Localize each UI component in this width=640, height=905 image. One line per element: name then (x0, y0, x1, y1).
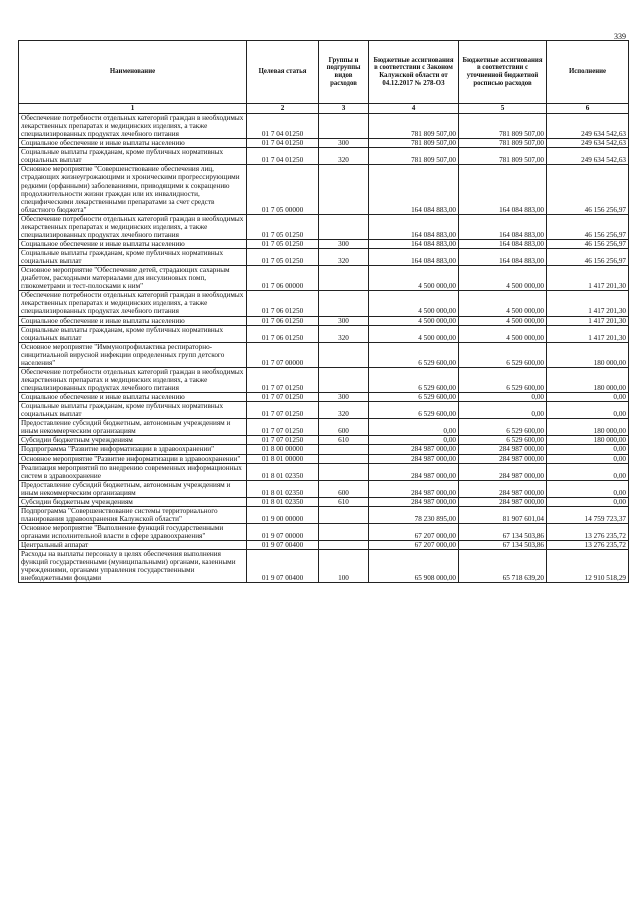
row-law-amount: 4 500 000,00 (369, 291, 459, 316)
row-name: Социальные выплаты гражданам, кроме публичных нормативных социальных выплат (19, 148, 247, 165)
row-expense-group (319, 114, 369, 139)
row-law-amount: 4 500 000,00 (369, 266, 459, 291)
row-execution-amount: 12 910 518,29 (547, 550, 629, 583)
row-execution-amount: 0,00 (547, 480, 629, 497)
row-execution-amount: 180 000,00 (547, 436, 629, 445)
row-name: Центральный аппарат (19, 541, 247, 550)
row-target-code: 01 7 05 01250 (247, 239, 319, 248)
row-execution-amount: 180 000,00 (547, 367, 629, 392)
row-expense-group (319, 541, 369, 550)
row-refined-amount: 6 529 600,00 (459, 419, 547, 436)
row-name: Основное мероприятие "Выполнение функций государственными органами исполнительной власти в сфере здравоохранения" (19, 524, 247, 541)
table-row (19, 325, 629, 342)
row-expense-group: 610 (319, 436, 369, 445)
table-row (19, 239, 629, 248)
table-row (19, 165, 629, 214)
table-row (19, 266, 629, 291)
table-row (19, 342, 629, 367)
row-name: Социальные выплаты гражданам, кроме публичных нормативных социальных выплат (19, 325, 247, 342)
row-name: Социальные выплаты гражданам, кроме публичных нормативных социальных выплат (19, 402, 247, 419)
column-number: 5 (459, 104, 547, 114)
row-law-amount: 284 987 000,00 (369, 445, 459, 454)
row-target-code: 01 7 05 01250 (247, 214, 319, 239)
row-law-amount: 6 529 600,00 (369, 367, 459, 392)
row-target-code: 01 8 01 00000 (247, 454, 319, 463)
row-law-amount: 164 084 883,00 (369, 239, 459, 248)
row-expense-group (319, 524, 369, 541)
row-execution-amount: 13 276 235,72 (547, 524, 629, 541)
row-target-code: 01 7 05 01250 (247, 249, 319, 266)
row-law-amount: 65 908 000,00 (369, 550, 459, 583)
row-execution-amount: 0,00 (547, 454, 629, 463)
row-refined-amount: 284 987 000,00 (459, 454, 547, 463)
row-law-amount: 164 084 883,00 (369, 214, 459, 239)
row-expense-group: 320 (319, 249, 369, 266)
row-name: Обеспечение потребности отдельных категорий граждан в необходимых лекарственных препаратах и медицинских изделиях, а также специализированных продуктах лечебного питания (19, 291, 247, 316)
table-row (19, 497, 629, 506)
row-execution-amount: 249 634 542,63 (547, 114, 629, 139)
row-law-amount: 67 207 000,00 (369, 524, 459, 541)
row-execution-amount: 1 417 201,30 (547, 316, 629, 325)
row-name: Подпрограмма "Развитие информатизации в здравоохранении" (19, 445, 247, 454)
row-law-amount: 284 987 000,00 (369, 454, 459, 463)
row-expense-group (319, 291, 369, 316)
row-refined-amount: 781 809 507,00 (459, 148, 547, 165)
row-refined-amount: 4 500 000,00 (459, 291, 547, 316)
row-refined-amount: 164 084 883,00 (459, 165, 547, 214)
row-name: Социальное обеспечение и иные выплаты населению (19, 393, 247, 402)
row-name: Расходы на выплаты персоналу в целях обеспечения выполнения функций государственными (муниципальными) органами, казенными учреждениями, органами управления государственными внебюджетными фондами (19, 550, 247, 583)
table-row (19, 541, 629, 550)
row-execution-amount: 249 634 542,63 (547, 148, 629, 165)
row-execution-amount: 249 634 542,63 (547, 139, 629, 148)
table-row (19, 316, 629, 325)
row-refined-amount: 6 529 600,00 (459, 436, 547, 445)
row-expense-group (319, 367, 369, 392)
row-target-code: 01 7 07 00000 (247, 342, 319, 367)
row-name: Основное мероприятие "Иммунопрофилактика респираторно-синцитиальной вирусной инфекции определенных групп детского населения" (19, 342, 247, 367)
row-refined-amount: 81 907 601,04 (459, 506, 547, 523)
column-numbers-row (19, 104, 629, 114)
row-target-code: 01 7 07 01250 (247, 367, 319, 392)
table-row (19, 463, 629, 480)
table-row (19, 480, 629, 497)
header-target-article: Целевая статья (247, 41, 319, 104)
row-refined-amount: 6 529 600,00 (459, 342, 547, 367)
row-refined-amount: 284 987 000,00 (459, 497, 547, 506)
row-target-code: 01 7 04 01250 (247, 148, 319, 165)
row-target-code: 01 7 07 01250 (247, 393, 319, 402)
row-refined-amount: 65 718 639,20 (459, 550, 547, 583)
table-row (19, 367, 629, 392)
row-law-amount: 6 529 600,00 (369, 402, 459, 419)
table-row (19, 291, 629, 316)
row-law-amount: 781 809 507,00 (369, 139, 459, 148)
row-law-amount: 78 230 895,00 (369, 506, 459, 523)
row-refined-amount: 781 809 507,00 (459, 114, 547, 139)
row-target-code: 01 7 04 01250 (247, 114, 319, 139)
row-target-code: 01 7 06 00000 (247, 266, 319, 291)
row-expense-group (319, 165, 369, 214)
table-row (19, 524, 629, 541)
row-execution-amount: 1 417 201,30 (547, 266, 629, 291)
row-name: Предоставление субсидий бюджетным, автономным учреждениям и иным некоммерческим организациям (19, 480, 247, 497)
table-row (19, 454, 629, 463)
row-refined-amount: 67 134 503,86 (459, 541, 547, 550)
row-refined-amount: 164 084 883,00 (459, 239, 547, 248)
table-row (19, 506, 629, 523)
row-law-amount: 67 207 000,00 (369, 541, 459, 550)
row-target-code: 01 7 04 01250 (247, 139, 319, 148)
table-row (19, 148, 629, 165)
row-refined-amount: 6 529 600,00 (459, 367, 547, 392)
row-target-code: 01 7 07 01250 (247, 436, 319, 445)
column-number: 4 (369, 104, 459, 114)
row-law-amount: 164 084 883,00 (369, 165, 459, 214)
row-expense-group (319, 266, 369, 291)
row-name: Реализация мероприятий по внедрению современных информационных систем в здравоохранение (19, 463, 247, 480)
page-number: 339 (614, 32, 626, 41)
row-law-amount: 6 529 600,00 (369, 342, 459, 367)
row-name: Подпрограмма "Совершенствование системы территориального планирования здравоохранения Калужской области" (19, 506, 247, 523)
row-expense-group: 610 (319, 497, 369, 506)
row-refined-amount: 4 500 000,00 (459, 325, 547, 342)
row-execution-amount: 1 417 201,30 (547, 325, 629, 342)
row-execution-amount: 180 000,00 (547, 419, 629, 436)
budget-table (18, 40, 629, 583)
row-target-code: 01 7 07 01250 (247, 419, 319, 436)
row-expense-group: 300 (319, 139, 369, 148)
table-row (19, 114, 629, 139)
row-expense-group: 300 (319, 393, 369, 402)
row-target-code: 01 9 07 00400 (247, 541, 319, 550)
row-target-code: 01 9 00 00000 (247, 506, 319, 523)
row-refined-amount: 0,00 (459, 402, 547, 419)
row-target-code: 01 7 06 01250 (247, 325, 319, 342)
header-execution: Исполнение (547, 41, 629, 104)
row-expense-group: 320 (319, 402, 369, 419)
row-expense-group: 300 (319, 316, 369, 325)
row-name: Социальное обеспечение и иные выплаты населению (19, 239, 247, 248)
row-law-amount: 284 987 000,00 (369, 463, 459, 480)
row-name: Обеспечение потребности отдельных категорий граждан в необходимых лекарственных препаратах и медицинских изделиях, а также специализированных продуктах лечебного питания (19, 214, 247, 239)
row-name: Основное мероприятие "Обеспечение детей, страдающих сахарным диабетом, расходными материалами для инсулиновых помп, глюкометрами и тест-полосками к ним" (19, 266, 247, 291)
row-execution-amount: 46 156 256,97 (547, 214, 629, 239)
row-execution-amount: 46 156 256,97 (547, 239, 629, 248)
row-refined-amount: 284 987 000,00 (459, 480, 547, 497)
table-row (19, 402, 629, 419)
row-law-amount: 164 084 883,00 (369, 249, 459, 266)
row-expense-group (319, 342, 369, 367)
row-execution-amount: 0,00 (547, 393, 629, 402)
row-target-code: 01 8 01 02350 (247, 497, 319, 506)
table-row (19, 550, 629, 583)
table-row (19, 249, 629, 266)
row-expense-group: 320 (319, 325, 369, 342)
row-target-code: 01 9 07 00000 (247, 524, 319, 541)
row-expense-group: 320 (319, 148, 369, 165)
row-execution-amount: 0,00 (547, 445, 629, 454)
row-expense-group (319, 454, 369, 463)
row-target-code: 01 8 01 02350 (247, 463, 319, 480)
column-number: 1 (19, 104, 247, 114)
row-name: Субсидии бюджетным учреждениям (19, 497, 247, 506)
row-execution-amount: 0,00 (547, 463, 629, 480)
table-row (19, 393, 629, 402)
row-target-code: 01 8 00 00000 (247, 445, 319, 454)
header-name: Наименование (19, 41, 247, 104)
row-name: Социальное обеспечение и иные выплаты населению (19, 139, 247, 148)
row-execution-amount: 14 759 723,37 (547, 506, 629, 523)
row-refined-amount: 4 500 000,00 (459, 316, 547, 325)
row-expense-group (319, 506, 369, 523)
row-target-code: 01 9 07 00400 (247, 550, 319, 583)
row-expense-group (319, 445, 369, 454)
row-target-code: 01 7 06 01250 (247, 316, 319, 325)
row-name: Субсидии бюджетным учреждениям (19, 436, 247, 445)
column-number: 3 (319, 104, 369, 114)
row-law-amount: 781 809 507,00 (369, 148, 459, 165)
row-name: Обеспечение потребности отдельных категорий граждан в необходимых лекарственных препаратах и медицинских изделиях, а также специализированных продуктах лечебного питания (19, 367, 247, 392)
row-expense-group (319, 214, 369, 239)
row-name: Основное мероприятие "Развитие информатизации в здравоохранении" (19, 454, 247, 463)
row-law-amount: 4 500 000,00 (369, 316, 459, 325)
row-name: Предоставление субсидий бюджетным, автономным учреждениям и иным некоммерческим организациям (19, 419, 247, 436)
row-execution-amount: 46 156 256,97 (547, 249, 629, 266)
table-row (19, 139, 629, 148)
column-number: 6 (547, 104, 629, 114)
row-law-amount: 284 987 000,00 (369, 480, 459, 497)
row-refined-amount: 4 500 000,00 (459, 266, 547, 291)
table-row (19, 419, 629, 436)
row-execution-amount: 1 417 201,30 (547, 291, 629, 316)
row-target-code: 01 7 07 01250 (247, 402, 319, 419)
row-expense-group: 600 (319, 419, 369, 436)
row-law-amount: 0,00 (369, 419, 459, 436)
row-name: Обеспечение потребности отдельных категорий граждан в необходимых лекарственных препаратах и медицинских изделиях, а также специализированных продуктах лечебного питания (19, 114, 247, 139)
row-refined-amount: 284 987 000,00 (459, 463, 547, 480)
row-execution-amount: 46 156 256,97 (547, 165, 629, 214)
header-refined-allocations: Бюджетные ассигнования в соответствии с уточненной бюджетной росписью расходов (459, 41, 547, 104)
row-law-amount: 4 500 000,00 (369, 325, 459, 342)
table-row (19, 445, 629, 454)
row-execution-amount: 0,00 (547, 497, 629, 506)
row-target-code: 01 7 05 00000 (247, 165, 319, 214)
row-law-amount: 781 809 507,00 (369, 114, 459, 139)
row-expense-group (319, 463, 369, 480)
table-row (19, 436, 629, 445)
row-name: Основное мероприятие "Совершенствование обеспечения лиц, страдающих жизнеугрожающими и хроническими прогрессирующими редкими (орфанными) заболеваниями, приводящими к сокращению продолжительности жизни граждан или их инвалидности, специфическими лекарственными препаратами за счет средств областного бюджета" (19, 165, 247, 214)
row-execution-amount: 0,00 (547, 402, 629, 419)
row-refined-amount: 0,00 (459, 393, 547, 402)
row-refined-amount: 67 134 503,86 (459, 524, 547, 541)
row-execution-amount: 180 000,00 (547, 342, 629, 367)
row-law-amount: 6 529 600,00 (369, 393, 459, 402)
row-law-amount: 284 987 000,00 (369, 497, 459, 506)
row-law-amount: 0,00 (369, 436, 459, 445)
table-row (19, 214, 629, 239)
row-refined-amount: 284 987 000,00 (459, 445, 547, 454)
row-refined-amount: 781 809 507,00 (459, 139, 547, 148)
row-target-code: 01 7 06 01250 (247, 291, 319, 316)
row-name: Социальные выплаты гражданам, кроме публичных нормативных социальных выплат (19, 249, 247, 266)
row-refined-amount: 164 084 883,00 (459, 249, 547, 266)
row-expense-group: 600 (319, 480, 369, 497)
row-expense-group: 300 (319, 239, 369, 248)
row-name: Социальное обеспечение и иные выплаты населению (19, 316, 247, 325)
column-number: 2 (247, 104, 319, 114)
row-target-code: 01 8 01 02350 (247, 480, 319, 497)
row-execution-amount: 13 276 235,72 (547, 541, 629, 550)
row-expense-group: 100 (319, 550, 369, 583)
header-law-allocations: Бюджетные ассигнования в соответствии с Законом Калужской области от 04.12.2017 № 278-ОЗ (369, 41, 459, 104)
row-refined-amount: 164 084 883,00 (459, 214, 547, 239)
header-expense-groups: Группы и подгруппы видов расходов (319, 41, 369, 104)
